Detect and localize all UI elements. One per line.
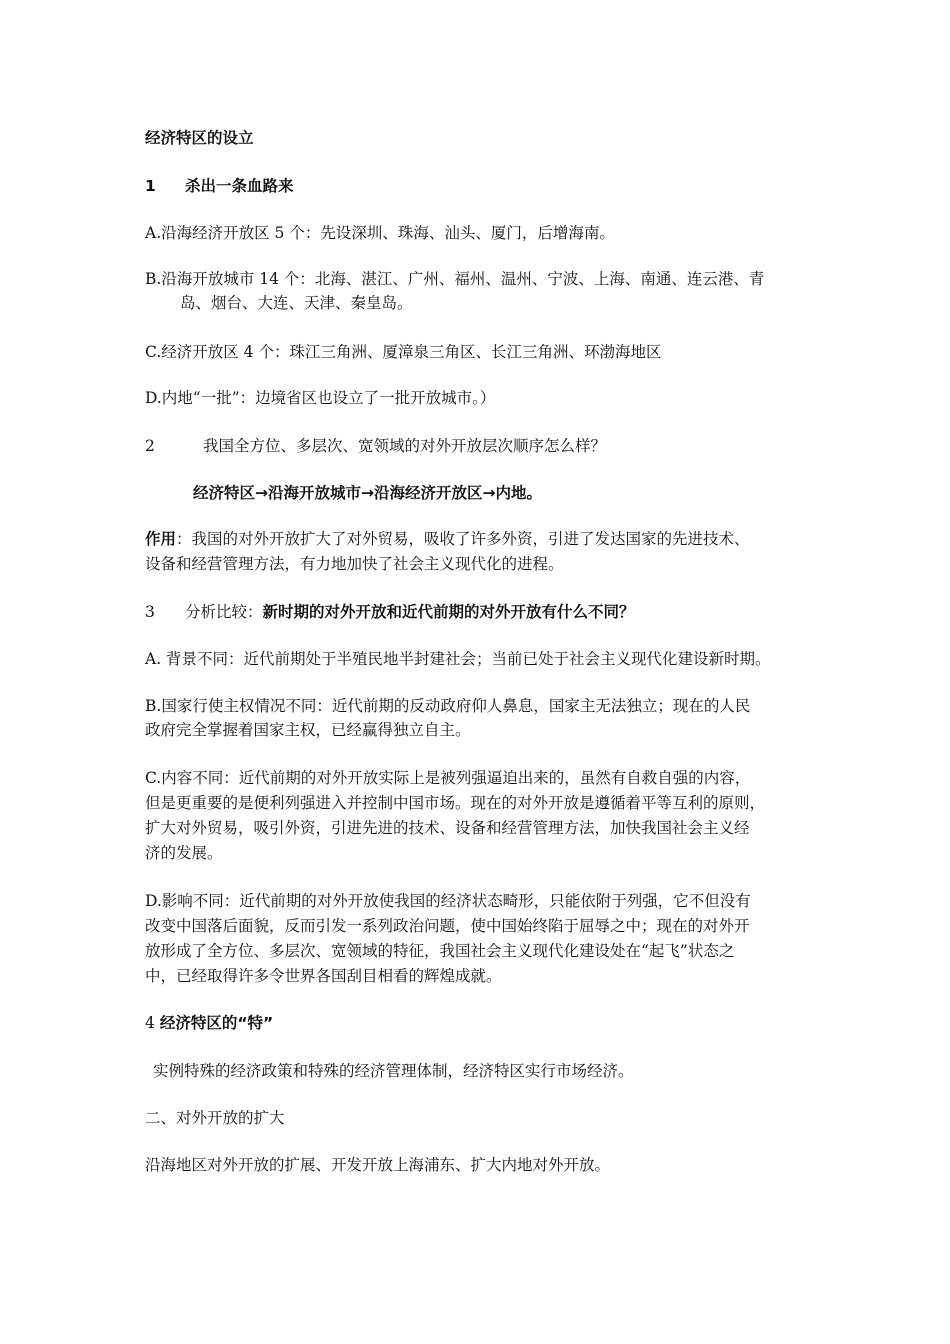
section-question: 新时期的对外开放和近代前期的对外开放有什么不同？	[262, 603, 635, 621]
effect-line2: 设备和经营管理方法，有力地加快了社会主义现代化的进程。	[145, 555, 564, 573]
part-2-heading: 二、对外开放的扩大	[145, 1109, 285, 1127]
effect-line1	[145, 529, 750, 549]
page-title: 经济特区的设立	[145, 129, 254, 147]
section-number: 2	[145, 437, 155, 455]
compare-c-line2: 但是更重要的是便利列强进入并控制中国市场。现在的对外开放是遵循着平等互利的原则，	[145, 794, 766, 812]
section-3-heading	[145, 602, 635, 622]
compare-b-line1: B.国家行使主权情况不同：近代前期的反动政府仰人鼻息，国家主无法独立；现在的人民	[145, 697, 751, 715]
section-number: 4	[145, 1014, 155, 1032]
compare-c-line3: 扩大对外贸易，吸引外资，引进先进的技术、设备和经营管理方法，加快我国社会主义经	[145, 819, 750, 837]
section-4-body: 实例特殊的经济政策和特殊的经济管理体制，经济特区实行市场经济。	[153, 1062, 634, 1080]
section-prefix: 分析比较：	[185, 603, 263, 621]
effect-label: 作用	[145, 530, 177, 548]
section-title: 杀出一条血路来	[185, 177, 294, 195]
section-2-heading	[145, 436, 606, 456]
compare-c-line4: 济的发展。	[145, 844, 223, 862]
section-number: 1	[145, 177, 156, 195]
section-question: 我国全方位、多层次、宽领域的对外开放层次顺序怎么样？	[203, 437, 607, 455]
section-number: 3	[145, 603, 155, 621]
compare-b-line2: 政府完全掌握着国家主权，已经赢得独立自主。	[145, 721, 471, 739]
compare-d-line4: 中，已经取得许多令世界各国刮目相看的辉煌成就。	[145, 967, 502, 985]
effect-text: ：我国的对外开放扩大了对外贸易，吸收了许多外资，引进了发达国家的先进技术、	[176, 530, 750, 548]
zone-list-b-line2: 岛、烟台、大连、天津、秦皇岛。	[180, 294, 413, 312]
section-4-heading	[145, 1013, 273, 1033]
compare-d-line1: D.影响不同：近代前期的对外开放使我国的经济状态畸形，只能依附于列强，它不但没有	[145, 892, 751, 910]
part-2-body: 沿海地区对外开放的扩展、开发开放上海浦东、扩大内地对外开放。	[145, 1156, 611, 1174]
section-1-heading	[145, 176, 294, 196]
zone-list-d: D.内地“一批”：边境省区也设立了一批开放城市。）	[145, 389, 496, 407]
zone-list-c: C.经济开放区 4 个：珠江三角洲、厦漳泉三角区、长江三角洲、环渤海地区	[145, 343, 662, 361]
zone-list-b-line1: B.沿海开放城市 14 个：北海、湛江、广州、福州、温州、宁波、上海、南通、连云港、青	[145, 270, 765, 288]
compare-d-line3: 放形成了全方位、多层次、宽领域的特征，我国社会主义现代化建设处在“起飞”状态之	[145, 942, 735, 960]
opening-sequence: 经济特区→沿海开放城市→沿海经济开放区→内地。	[193, 484, 542, 502]
compare-c-line1: C.内容不同：近代前期的对外开放实际上是被列强逼迫出来的，虽然有自救自强的内容，	[145, 769, 751, 787]
compare-a: A. 背景不同：近代前期处于半殖民地半封建社会；当前已处于社会主义现代化建设新时期。	[145, 650, 771, 668]
section-title: 经济特区的“特”	[159, 1014, 274, 1032]
compare-d-line2: 改变中国落后面貌，反而引发一系列政治问题，使中国始终陷于屈辱之中；现在的对外开	[145, 917, 750, 935]
zone-list-a: A.沿海经济开放区 5 个：先设深圳、珠海、汕头、厦门，后增海南。	[145, 224, 615, 242]
